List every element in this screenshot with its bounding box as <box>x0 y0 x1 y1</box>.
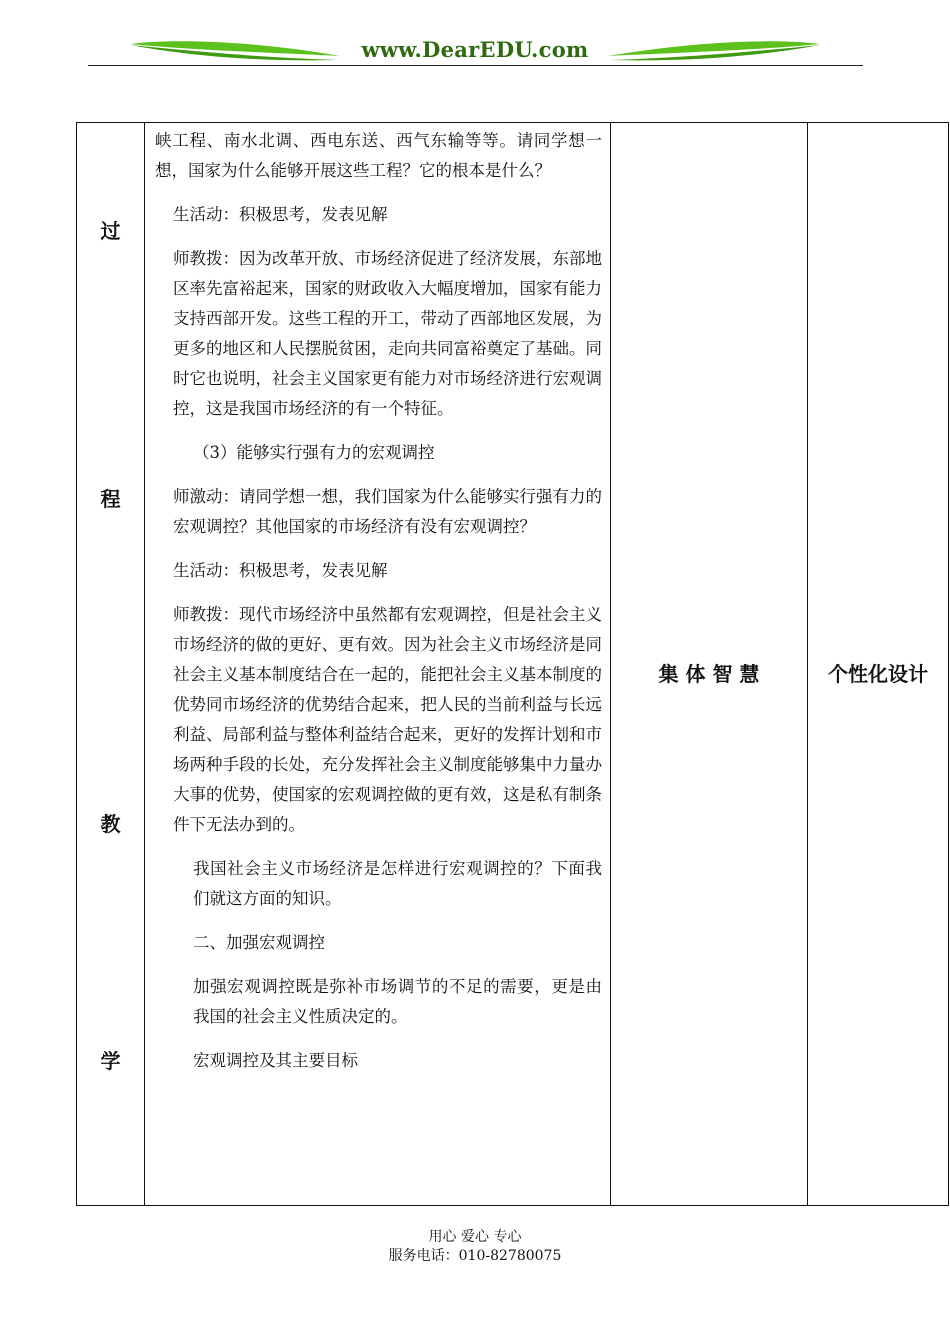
page-footer <box>0 1228 950 1266</box>
paragraph: 生活动：积极思考，发表见解 <box>173 561 388 580</box>
section-subheading: （3）能够实行强有力的宏观调控 <box>193 443 435 462</box>
lesson-plan-table <box>76 122 949 1206</box>
header-divider <box>88 65 863 66</box>
content-column <box>145 123 611 1206</box>
stage-char-xue: 学 <box>100 1049 121 1073</box>
personal-design-heading: 个性化设计 <box>828 662 928 686</box>
collective-wisdom-heading: 集 体 智 慧 <box>658 662 760 686</box>
section-heading: 二、加强宏观调控 <box>193 933 325 952</box>
lesson-content <box>145 123 610 1076</box>
paragraph: 生活动：积极思考，发表见解 <box>173 205 388 224</box>
paragraph: 师教拨：因为改革开放、市场经济促进了经济发展，东部地区率先富裕起来，国家的财政收入大幅度增加，国家有能力支持西部开发。这些工程的开工，带动了西部地区发展，为更多的地区和人民摆脱贫困，走向共同富裕奠定了基础。同时它也说明，社会主义国家更有能力对市场经济进行宏观调控，这是我国市场经济的有一个特征。 <box>173 249 602 418</box>
personal-design-column <box>808 123 949 1206</box>
footer-slogan: 用心 爱心 专心 <box>428 1229 522 1245</box>
paragraph: 峡工程、南水北调、西电东送、西气东输等等。请同学想一想，国家为什么能够开展这些工程？它的根本是什么？ <box>155 131 602 180</box>
site-logo[interactable]: www.DearEDU.com <box>361 37 589 62</box>
stage-char-cheng: 程 <box>100 487 121 511</box>
paragraph: 我国社会主义市场经济是怎样进行宏观调控的？下面我们就这方面的知识。 <box>193 859 602 908</box>
stage-char-jiao: 教 <box>100 812 121 836</box>
paragraph: 师教拨：现代市场经济中虽然都有宏观调控，但是社会主义市场经济的做的更好、更有效。因为社会主义市场经济是同社会主义基本制度结合在一起的，能把社会主义基本制度的优势同市场经济的优势结合起来，把人民的当前利益与长远利益、局部利益与整体利益结合起来，更好的发挥计划和市场两种手段的长处，充分发挥社会主义制度能够集中力量办大事的优势，使国家的宏观调控做的更有效，这是私有制条件下无法办到的。 <box>173 605 602 834</box>
paragraph: 加强宏观调控既是弥补市场调节的不足的需要，更是由我国的社会主义性质决定的。 <box>193 977 602 1026</box>
footer-phone: 服务电话：010-82780075 <box>388 1248 562 1264</box>
site-header <box>0 30 950 70</box>
stage-column <box>77 123 145 1206</box>
stage-char-guo: 过 <box>100 219 121 243</box>
section-subheading: 宏观调控及其主要目标 <box>193 1051 358 1070</box>
paragraph: 师激动：请同学想一想，我们国家为什么能够实行强有力的宏观调控？其他国家的市场经济有没有宏观调控？ <box>173 487 602 536</box>
collective-wisdom-column <box>611 123 808 1206</box>
